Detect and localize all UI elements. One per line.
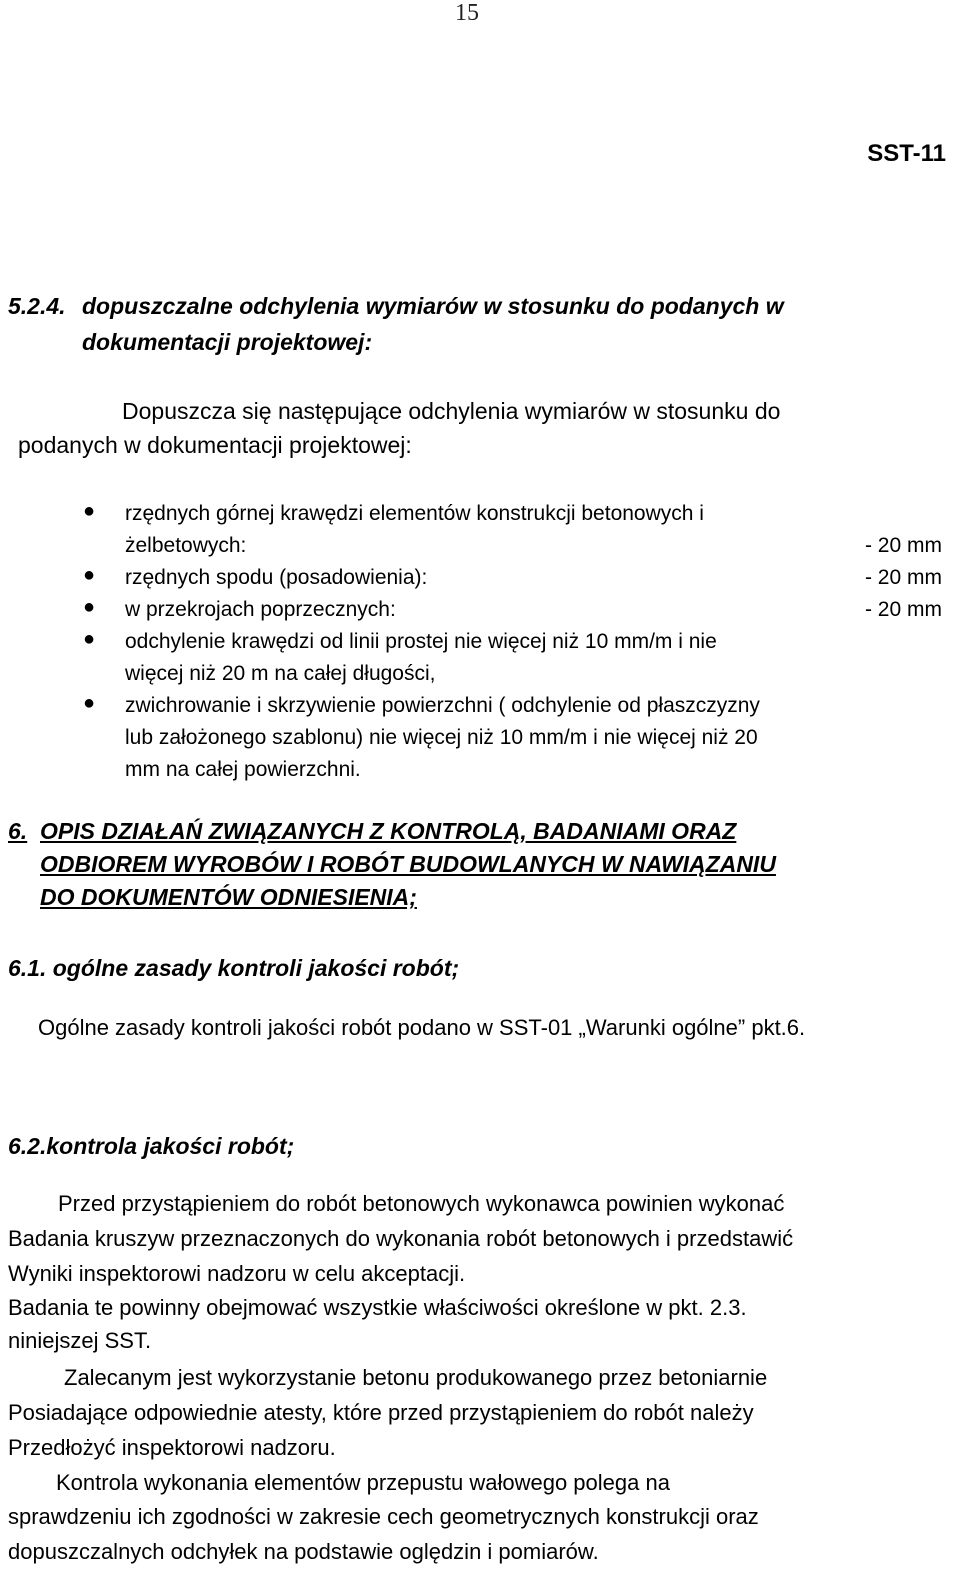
section-heading: ODBIOREM WYROBÓW I ROBÓT BUDOWLANYCH W NAWIĄZANIU [40,851,776,877]
paragraph-line: sprawdzeniu ich zgodności w zakresie cech geometrycznych konstrukcji oraz [8,1504,759,1529]
section-heading: OPIS DZIAŁAŃ ZWIĄZANYCH Z KONTROLĄ, BADANIAMI ORAZ [40,818,737,844]
paragraph-line: Badania te powinny obejmować wszystkie właściwości określone w pkt. 2.3. [8,1295,747,1320]
paragraph: Ogólne zasady kontroli jakości robót podano w SST-01 „Warunki ogólne” pkt.6. [38,1015,806,1040]
page-number: 15 [455,0,479,26]
paragraph-line: Przed przystąpieniem do robót betonowych wykonawca powinien wykonać [58,1191,785,1216]
list-item: odchylenie krawędzi od linii prostej nie więcej niż 10 mm/m i nie [125,630,717,653]
paragraph-line: niniejszej SST. [8,1328,152,1353]
bullet-icon: ● [83,596,96,618]
intro-text: podanych w dokumentacji projektowej: [18,432,412,458]
tolerance-value: - 20 mm [864,534,942,557]
intro-text: Dopuszcza się następujące odchylenia wymiarów w stosunku do [122,398,781,424]
paragraph-line: Kontrola wykonania elementów przepustu wałowego polega na [56,1470,670,1495]
section-title: dokumentacji projektowej: [82,329,373,355]
list-item: mm na całej powierzchni. [125,758,361,781]
paragraph-line: dopuszczalnych odchyłek na podstawie oględzin i pomiarów. [8,1539,599,1564]
paragraph-line: Zalecanym jest wykorzystanie betonu produkowanego przez betoniarnie [64,1365,768,1390]
bullet-icon: ● [83,628,96,650]
list-item: więcej niż 20 m na całej długości, [125,662,436,685]
section-title: dopuszczalne odchylenia wymiarów w stosunku do podanych w [82,293,784,319]
paragraph-line: Badania kruszyw przeznaczonych do wykonania robót betonowych i przedstawić [8,1226,794,1251]
section-number: 6. [8,818,28,844]
paragraph-line: Przedłożyć inspektorowi nadzoru. [8,1435,336,1460]
tolerance-value: - 20 mm [864,566,942,589]
list-item: rzędnych spodu (posadowienia): [125,566,428,589]
list-item: w przekrojach poprzecznych: [125,598,396,621]
section-heading: DO DOKUMENTÓW ODNIESIENIA; [40,884,417,910]
bullet-icon: ● [83,692,96,714]
bullet-icon: ● [83,500,96,522]
tolerance-value: - 20 mm [864,598,942,621]
document-id: SST-11 [867,140,946,167]
list-item: rzędnych górnej krawędzi elementów konstrukcji betonowych i [125,502,704,525]
paragraph-line: Posiadające odpowiednie atesty, które przed przystąpieniem do robót należy [8,1400,754,1425]
subsection-heading: 6.1. ogólne zasady kontroli jakości robót; [8,955,460,981]
paragraph-line: Wyniki inspektorowi nadzoru w celu akceptacji. [8,1261,466,1286]
list-item: lub założonego szablonu) nie więcej niż 10 mm/m i nie więcej niż 20 [125,726,758,749]
list-item: żelbetowych: [125,534,247,557]
section-number: 5.2.4. [8,293,66,319]
list-item: zwichrowanie i skrzywienie powierzchni ( odchylenie od płaszczyzny [125,694,760,717]
bullet-icon: ● [83,564,96,586]
subsection-heading: 6.2.kontrola jakości robót; [8,1133,295,1159]
